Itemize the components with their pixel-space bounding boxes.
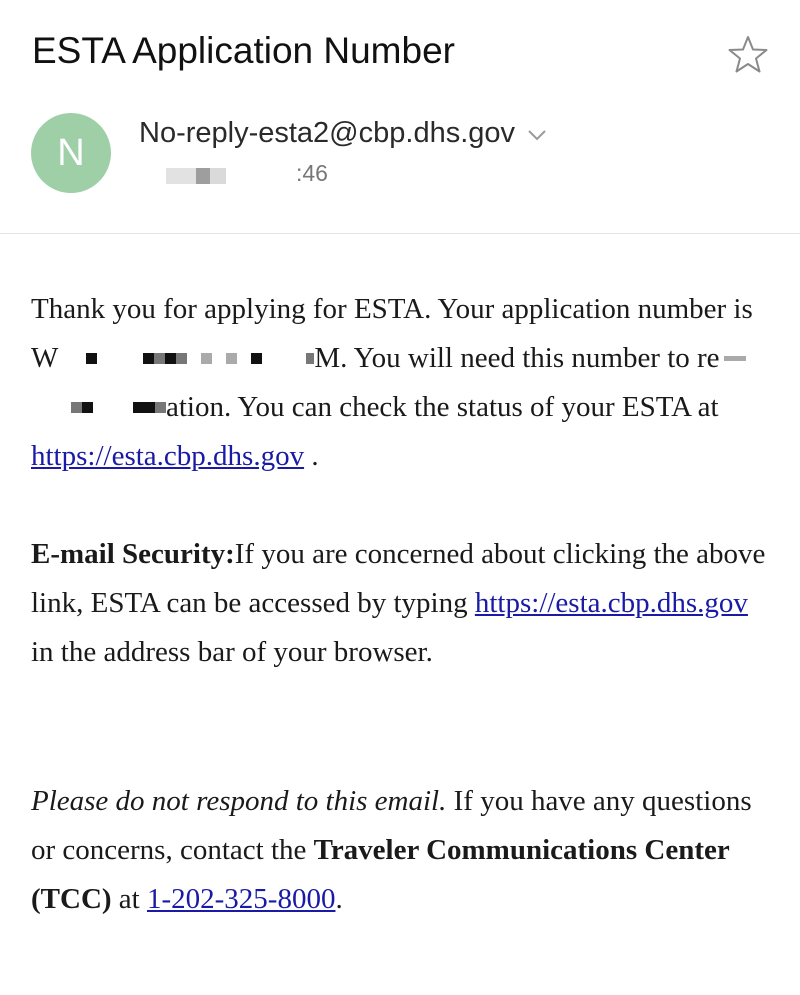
esta-link-1[interactable]: https://esta.cbp.dhs.gov (31, 440, 305, 472)
header-divider (0, 233, 800, 234)
sender-avatar (31, 113, 111, 193)
do-not-respond-note: Please do not respond to this email. (31, 785, 447, 817)
received-time: :46 (296, 160, 328, 186)
date-redacted (166, 162, 226, 190)
tcc-name: Traveler Communications Center (TCC) (31, 834, 730, 915)
star-outline-icon[interactable] (726, 33, 770, 77)
p3-text-a: If you have any questions or concerns, contact the (31, 785, 752, 866)
email-subject: ESTA Application Number (32, 30, 455, 71)
redacted-block (86, 353, 97, 364)
p2-text-a: If you are concerned about clicking the above link, ESTA can be accessed by typing (31, 538, 766, 619)
sender-row[interactable] (139, 117, 547, 150)
p1-text-c: ation. You can check the status of your ESTA at (166, 391, 719, 423)
p2-text-b: in the address bar of your browser. (31, 636, 433, 668)
p1-text-end: . (304, 440, 319, 472)
paragraph-application-number (31, 285, 771, 481)
avatar-letter: N (57, 131, 85, 174)
esta-link-2[interactable]: https://esta.cbp.dhs.gov (474, 587, 748, 619)
chevron-down-icon[interactable] (527, 129, 547, 141)
email-security-label: E-mail Security: (31, 538, 235, 570)
p3-text-end: . (335, 883, 343, 915)
p3-text-b: at (111, 883, 147, 915)
p1-text-a: Thank you for applying for ESTA. Your application number is W (31, 293, 753, 374)
tcc-phone-link[interactable]: 1-202-325-8000 (146, 883, 336, 915)
sender-address[interactable]: No-reply-esta2@cbp.dhs.gov (139, 117, 516, 149)
p1-text-b: M. You will need this number to re (314, 342, 720, 374)
paragraph-contact (31, 777, 771, 924)
paragraph-email-security (31, 530, 771, 677)
